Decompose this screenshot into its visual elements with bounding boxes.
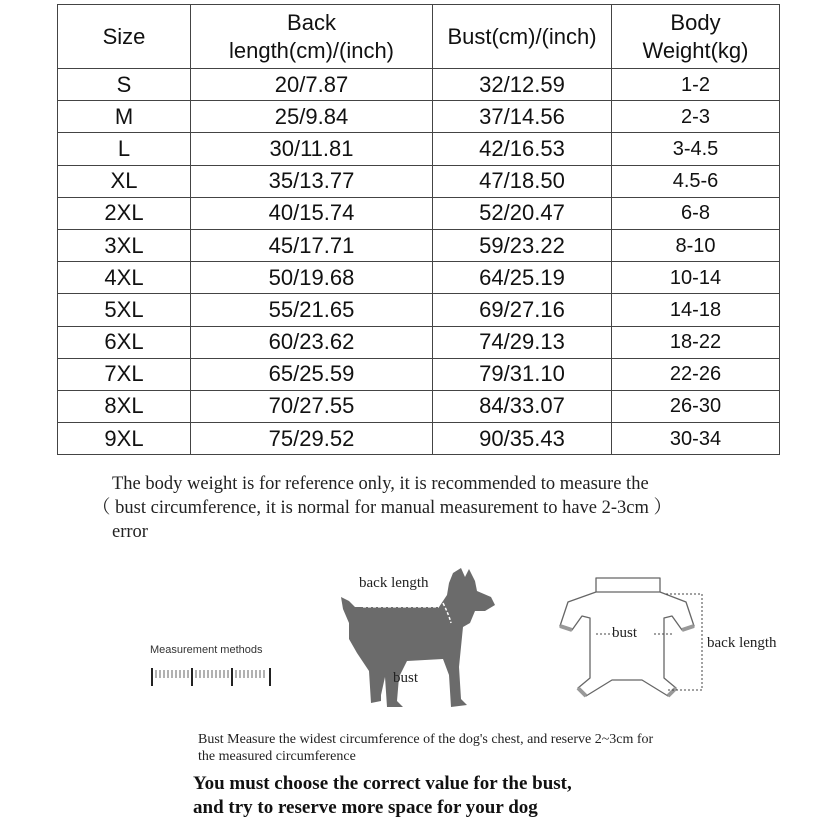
cell-weight: 30-34 [612,423,780,455]
table-row [58,69,780,101]
cell-bust: 47/18.50 [433,165,612,197]
cell-weight: 2-3 [612,101,780,133]
cell-back-length: 50/19.68 [191,262,433,294]
cell-size: 3XL [58,229,191,261]
cell-bust: 32/12.59 [433,69,612,101]
cell-back-length: 60/23.62 [191,326,433,358]
cell-back-length: 25/9.84 [191,101,433,133]
cell-bust: 74/29.13 [433,326,612,358]
cell-back-length: 55/21.65 [191,294,433,326]
table-row [58,262,780,294]
note-line-3: error [112,522,148,542]
cell-bust: 79/31.10 [433,358,612,390]
cell-size: S [58,69,191,101]
note-open-paren: （ [92,498,111,518]
table-row [58,229,780,261]
coat-back-length-label: back length [707,635,777,651]
dog-bust-label: bust [393,670,419,686]
dog-diagram [335,567,510,717]
cell-size: XL [58,165,191,197]
cell-back-length: 70/27.55 [191,390,433,422]
note-line-1: The body weight is for reference only, it is recommended to measure the [112,474,649,494]
measurement-methods-label: Measurement methods [150,644,263,656]
cell-bust: 64/25.19 [433,262,612,294]
sizing-advice-line-2: and try to reserve more space for your dog [193,797,538,818]
table-row [58,326,780,358]
cell-bust: 84/33.07 [433,390,612,422]
cell-size: 5XL [58,294,191,326]
cell-weight: 10-14 [612,262,780,294]
cell-back-length: 35/13.77 [191,165,433,197]
table-row [58,133,780,165]
cell-size: 2XL [58,197,191,229]
note-close-paren: ） [653,498,673,518]
table-row [58,294,780,326]
sizing-advice-line-1: You must choose the correct value for the bust, [193,773,572,794]
header-size: Size [58,5,191,69]
table-row [58,101,780,133]
header-back-length: Back length(cm)/(inch) [191,5,433,69]
cell-back-length: 20/7.87 [191,69,433,101]
cell-size: 7XL [58,358,191,390]
cell-weight: 18-22 [612,326,780,358]
cell-bust: 69/27.16 [433,294,612,326]
cell-weight: 26-30 [612,390,780,422]
table-header-row [58,5,780,69]
coat-bust-label: bust [612,625,638,641]
cell-back-length: 40/15.74 [191,197,433,229]
header-bust: Bust(cm)/(inch) [433,5,612,69]
note-line-2: （ bust circumference, it is normal for manual measurement to have 2-3cm ） [92,498,673,518]
cell-weight: 4.5-6 [612,165,780,197]
dog-back-length-label: back length [359,575,429,591]
dog-coat-diagram [556,570,796,705]
cell-weight: 22-26 [612,358,780,390]
cell-weight: 6-8 [612,197,780,229]
ruler-icon [150,664,275,688]
cell-weight: 3-4.5 [612,133,780,165]
table-row [58,390,780,422]
header-body-weight: Body Weight(kg) [612,5,780,69]
cell-bust: 59/23.22 [433,229,612,261]
cell-size: 8XL [58,390,191,422]
cell-weight: 1-2 [612,69,780,101]
sizing-advice [193,772,793,820]
cell-size: L [58,133,191,165]
cell-back-length: 45/17.71 [191,229,433,261]
table-row [58,197,780,229]
cell-size: M [58,101,191,133]
cell-bust: 90/35.43 [433,423,612,455]
size-chart-table [57,4,780,455]
cell-weight: 14-18 [612,294,780,326]
reference-note [92,472,792,544]
cell-weight: 8-10 [612,229,780,261]
table-row [58,423,780,455]
table-row [58,165,780,197]
table-row [58,358,780,390]
cell-size: 6XL [58,326,191,358]
bust-description: Bust Measure the widest circumference of the dog's chest, and reserve 2~3cm for the measured circumference [198,732,654,764]
cell-bust: 52/20.47 [433,197,612,229]
cell-bust: 42/16.53 [433,133,612,165]
cell-back-length: 30/11.81 [191,133,433,165]
cell-back-length: 75/29.52 [191,423,433,455]
cell-back-length: 65/25.59 [191,358,433,390]
cell-size: 9XL [58,423,191,455]
cell-bust: 37/14.56 [433,101,612,133]
cell-size: 4XL [58,262,191,294]
